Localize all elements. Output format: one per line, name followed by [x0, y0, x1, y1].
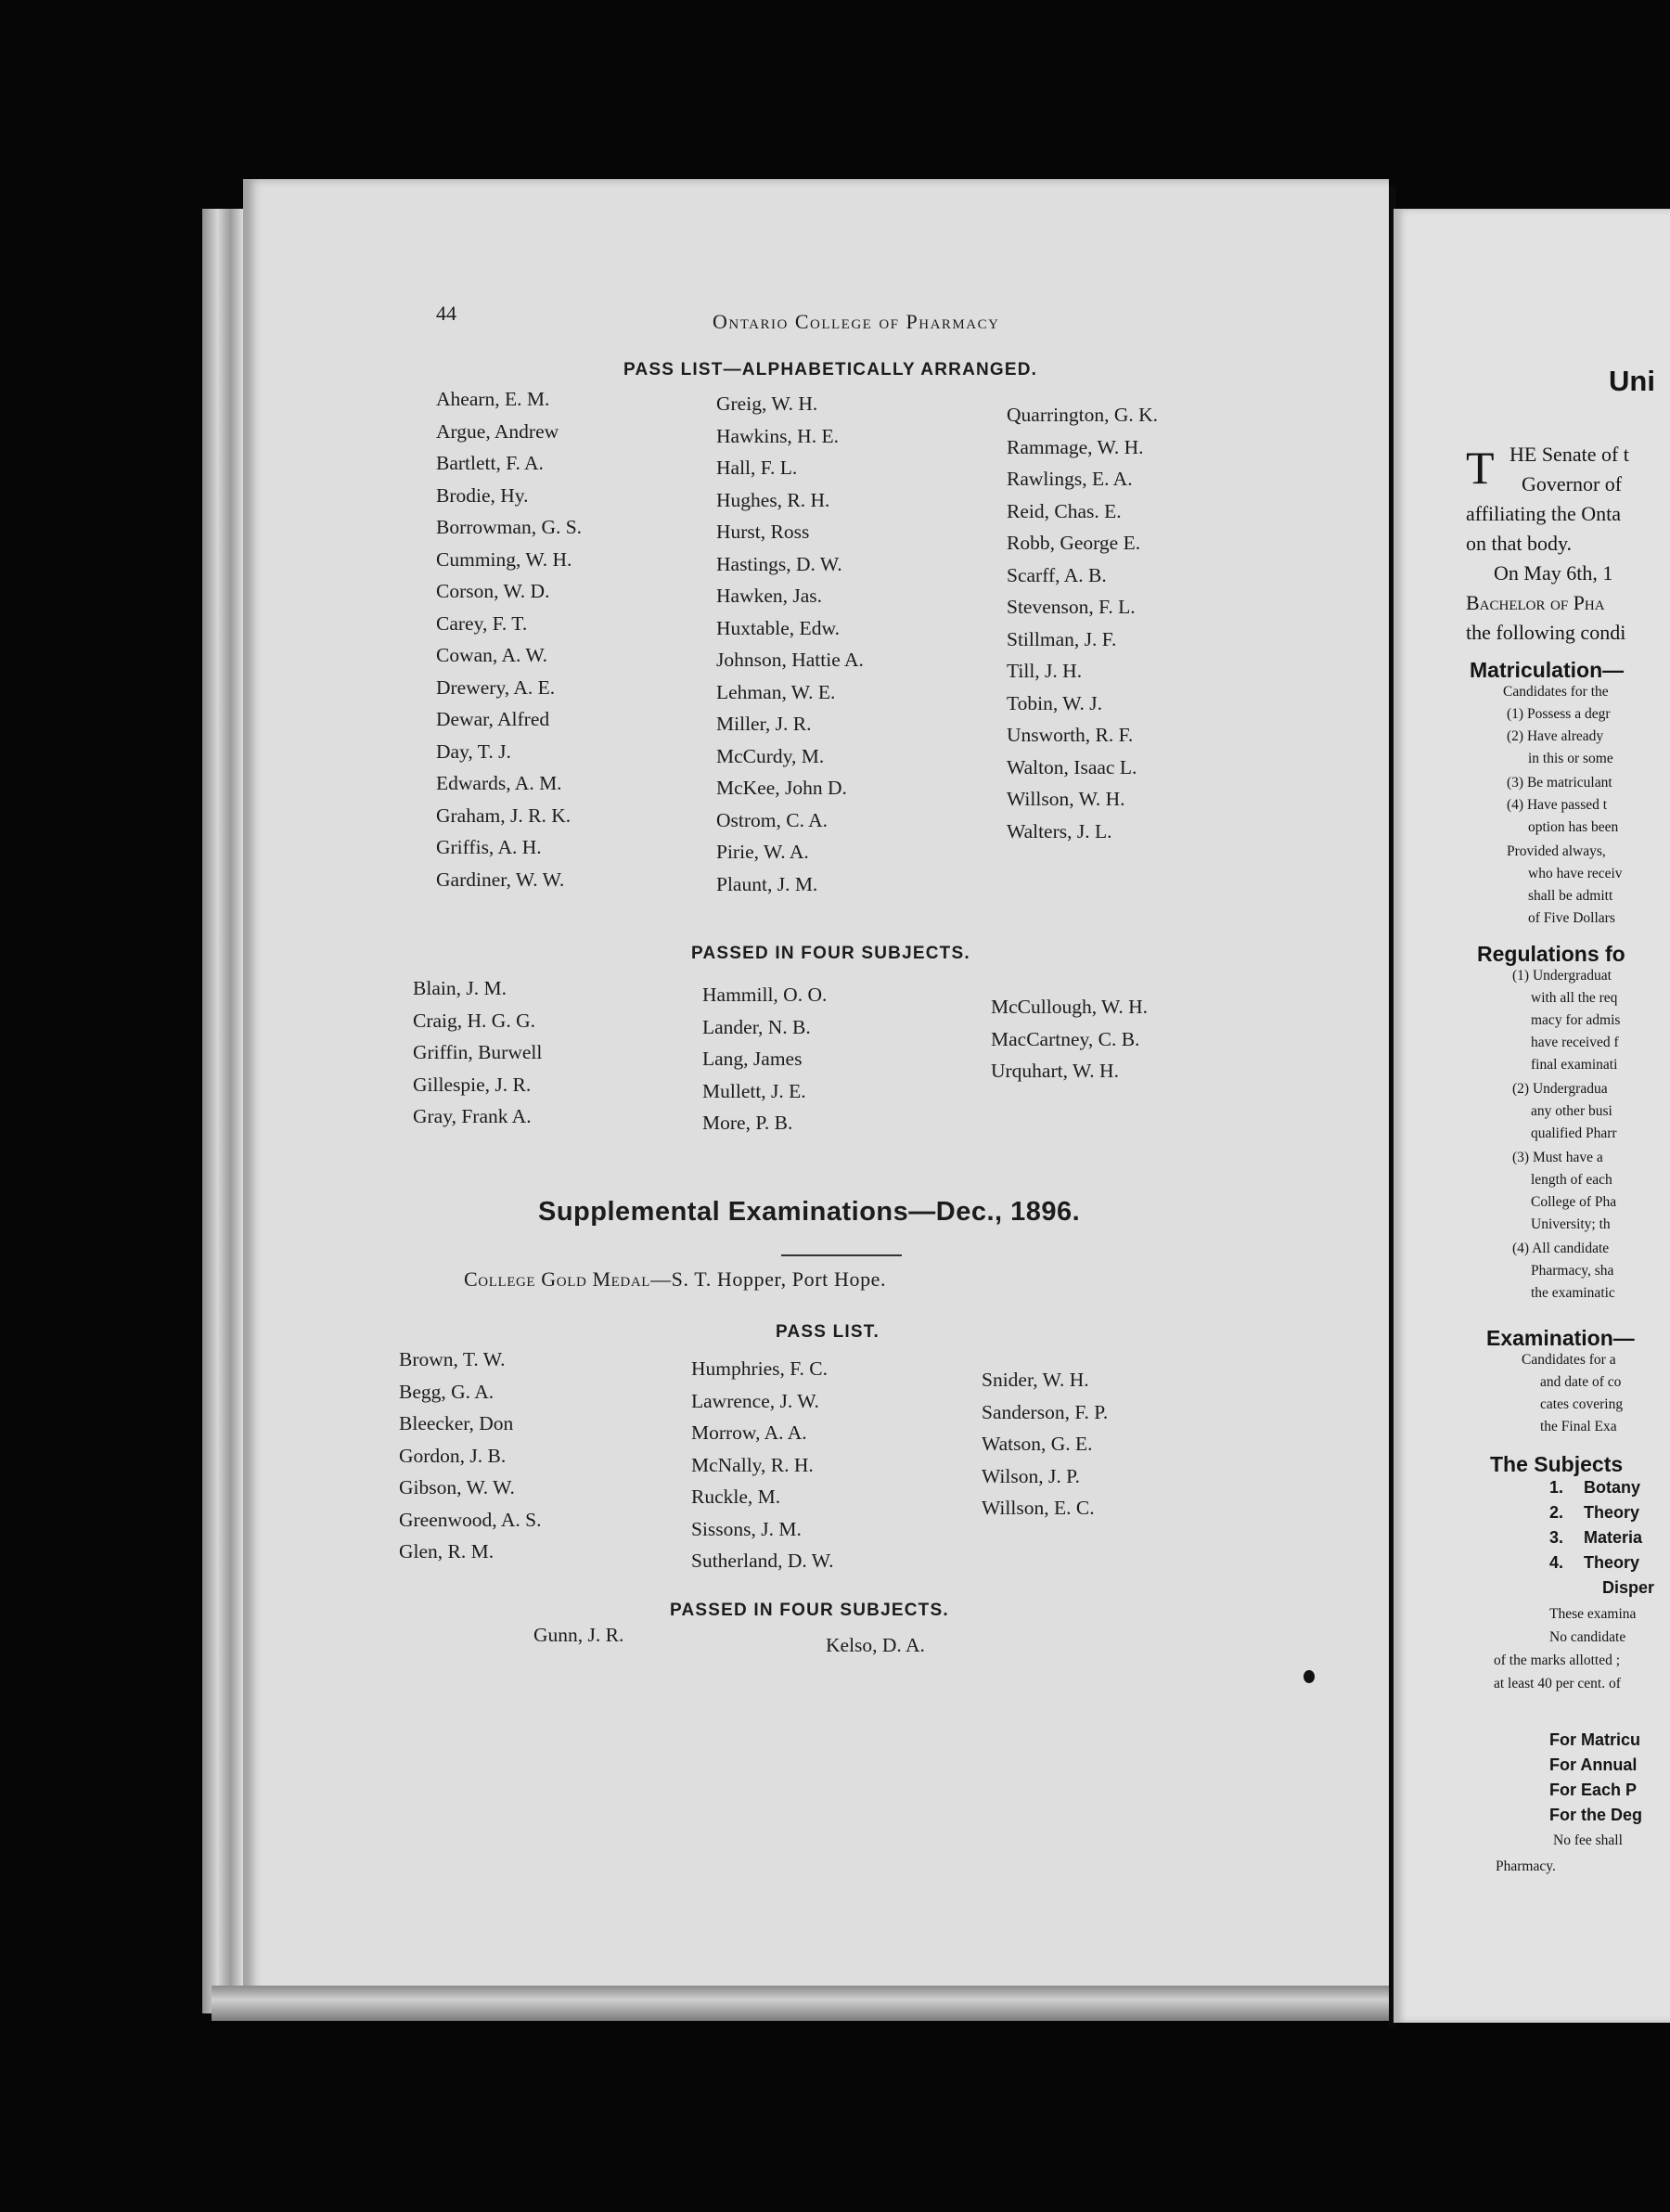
fee-line: For Each P	[1549, 1781, 1638, 1799]
intro-line: Bachelor of Pha	[1466, 591, 1605, 614]
pass-list-column-1	[436, 383, 582, 895]
list-item: McKee, John D.	[716, 777, 847, 799]
list-item: Craig, H. G. G.	[413, 1009, 535, 1032]
list-item: Begg, G. A.	[399, 1380, 495, 1403]
medal-winner: —S. T. Hopper, Port Hope.	[650, 1267, 887, 1291]
intro-line: affiliating the Onta	[1466, 502, 1621, 525]
list-item: Snider, W. H.	[982, 1369, 1089, 1391]
intro-line: the following condi	[1466, 621, 1626, 644]
subject-number: 2.	[1549, 1503, 1564, 1522]
list-item: Walton, Isaac L.	[1007, 755, 1137, 778]
list-item: McCullough, W. H.	[991, 996, 1149, 1018]
list-item: Willson, W. H.	[1007, 788, 1125, 810]
subject-number: 4.	[1549, 1553, 1564, 1572]
four-subjects-column-2	[702, 979, 827, 1139]
list-item: Reid, Chas. E.	[1007, 499, 1122, 522]
text-line: University; th	[1531, 1216, 1611, 1232]
text-line: at least 40 per cent. of	[1494, 1676, 1621, 1691]
list-item: Drewery, A. E.	[436, 675, 556, 699]
list-item: Ostrom, C. A.	[716, 808, 829, 831]
list-item: Hammill, O. O.	[702, 984, 828, 1006]
text-line: in this or some	[1528, 751, 1613, 766]
list-item: Stillman, J. F.	[1007, 627, 1117, 650]
list-item: Hawken, Jas.	[716, 585, 823, 607]
list-item: Johnson, Hattie A.	[716, 649, 864, 671]
list-item: Argue, Andrew	[436, 419, 559, 443]
list-item: Humphries, F. C.	[691, 1357, 828, 1380]
list-item: Graham, J. R. K.	[436, 804, 572, 827]
intro-line: HE Senate of t	[1509, 443, 1629, 466]
subjects-heading: The Subjects	[1490, 1452, 1624, 1476]
list-item: Brodie, Hy.	[436, 483, 529, 507]
list-item: Lander, N. B.	[702, 1015, 811, 1038]
text-line: (1) Undergraduat	[1512, 968, 1612, 984]
text-line: length of each	[1531, 1172, 1612, 1188]
list-item: Cumming, W. H.	[436, 547, 572, 571]
list-item: Greenwood, A. S.	[399, 1508, 542, 1531]
list-item: Hall, F. L.	[716, 457, 798, 479]
right-page-title: Uni	[1609, 365, 1655, 397]
text-line: (2) Have already	[1507, 728, 1604, 744]
text-line: the examinatic	[1531, 1285, 1615, 1301]
list-item: Miller, J. R.	[716, 713, 812, 735]
list-item: Carey, F. T.	[436, 611, 528, 635]
subject-continued: Disper	[1602, 1578, 1655, 1597]
four-subjects-column-3	[991, 991, 1148, 1087]
list-item: Greig, W. H.	[716, 392, 818, 415]
text-line: No fee shall	[1553, 1833, 1623, 1848]
intro-line: On May 6th, 1	[1494, 561, 1613, 585]
list-item: Mullett, J. E.	[702, 1079, 806, 1102]
subject-name: Materia	[1584, 1528, 1643, 1547]
supplemental-column-1	[399, 1344, 541, 1568]
list-item: Huxtable, Edw.	[716, 616, 840, 639]
list-item: Corson, W. D.	[436, 580, 550, 602]
list-item: Wilson, J. P.	[982, 1464, 1081, 1487]
supplemental-four-subjects-heading: PASSED IN FOUR SUBJECTS.	[670, 1601, 949, 1620]
list-item: Borrowman, G. S.	[436, 516, 583, 538]
text-line: (3) Must have a	[1512, 1150, 1603, 1165]
text-line: any other busi	[1531, 1103, 1612, 1119]
list-item: Sissons, J. M.	[691, 1517, 802, 1540]
fee-line: For the Deg	[1549, 1806, 1643, 1824]
text-line: Pharmacy, sha	[1531, 1263, 1614, 1279]
list-item: Tobin, W. J.	[1007, 691, 1103, 714]
supplemental-column-3	[982, 1364, 1108, 1524]
text-line: with all the req	[1531, 990, 1618, 1006]
list-item: Griffis, A. H.	[436, 836, 542, 858]
text-line: shall be admitt	[1528, 888, 1613, 904]
list-item: Edwards, A. M.	[436, 772, 562, 794]
fee-line: For Matricu	[1549, 1730, 1641, 1749]
text-line: final examinati	[1531, 1057, 1618, 1073]
subject-name: Botany	[1584, 1478, 1641, 1497]
text-line: (1) Possess a degr	[1507, 706, 1611, 722]
fee-line: For Annual	[1549, 1755, 1638, 1774]
list-item: Lang, James	[702, 1048, 803, 1070]
list-item: Pirie, W. A.	[716, 841, 809, 863]
supplemental-pass-list-heading: PASS LIST.	[776, 1322, 880, 1342]
list-item: Cowan, A. W.	[436, 644, 548, 666]
text-line: (4) All candidate	[1512, 1241, 1610, 1256]
text-line: No candidate	[1549, 1629, 1626, 1645]
list-item: McCurdy, M.	[716, 744, 825, 767]
list-item: Gardiner, W. W.	[436, 868, 565, 891]
matriculation-heading: Matriculation—	[1470, 658, 1625, 682]
examination-heading: Examination—	[1486, 1326, 1635, 1350]
right-page	[1394, 209, 1670, 2023]
pass-list-column-2	[716, 388, 864, 900]
list-item: MacCartney, C. B.	[991, 1027, 1140, 1050]
medal-label: College Gold Medal	[464, 1267, 651, 1291]
list-item: Till, J. H.	[1007, 660, 1083, 682]
list-item: Walters, J. L.	[1007, 819, 1112, 842]
list-item: Gray, Frank A.	[413, 1105, 532, 1127]
text-line: These examina	[1549, 1606, 1637, 1622]
text-line: and date of co	[1540, 1374, 1622, 1390]
list-item: Lawrence, J. W.	[691, 1389, 819, 1412]
text-line: (3) Be matriculant	[1507, 775, 1612, 791]
list-item: Morrow, A. A.	[691, 1421, 807, 1444]
list-item: More, P. B.	[702, 1112, 793, 1134]
list-item: Gordon, J. B.	[399, 1444, 507, 1467]
four-subjects-column-1	[413, 972, 542, 1133]
ink-spot	[1304, 1670, 1315, 1683]
list-item: Gunn, J. R.	[533, 1624, 624, 1646]
list-item: Hawkins, H. E.	[716, 424, 839, 447]
page-bottom-edges	[212, 1986, 1390, 2021]
list-item: Scarff, A. B.	[1007, 563, 1107, 586]
list-item: Quarrington, G. K.	[1007, 404, 1159, 426]
list-item: Sutherland, D. W.	[691, 1550, 834, 1572]
list-item: Plaunt, J. M.	[716, 872, 818, 895]
text-line: College of Pha	[1531, 1194, 1617, 1210]
text-line: cates covering	[1540, 1396, 1624, 1412]
list-item: Urquhart, W. H.	[991, 1060, 1119, 1082]
list-item: Hurst, Ross	[716, 521, 810, 543]
list-item: Watson, G. E.	[982, 1433, 1093, 1455]
regulations-heading: Regulations fo	[1477, 942, 1625, 966]
list-item: Blain, J. M.	[413, 977, 507, 999]
list-item: Gillespie, J. R.	[413, 1073, 532, 1096]
text-line: Provided always,	[1507, 843, 1606, 859]
list-item: McNally, R. H.	[691, 1453, 814, 1476]
list-item: Rammage, W. H.	[1007, 435, 1144, 458]
running-head: Ontario College of Pharmacy	[713, 310, 1000, 333]
text-line: (4) Have passed t	[1507, 797, 1608, 813]
list-item: Unsworth, R. F.	[1007, 724, 1134, 746]
text-line: who have receiv	[1528, 866, 1623, 881]
text-line: Candidates for the	[1503, 684, 1609, 700]
text-line: have received f	[1531, 1035, 1619, 1050]
list-item: Glen, R. M.	[399, 1540, 495, 1563]
gold-medal-line	[464, 1267, 886, 1292]
subject-name: Theory	[1584, 1503, 1640, 1522]
list-item: Hastings, D. W.	[716, 552, 842, 575]
list-item: Lehman, W. E.	[716, 680, 836, 703]
text-line: the Final Exa	[1540, 1419, 1617, 1434]
page-number: 44	[436, 302, 456, 325]
list-item: Rawlings, E. A.	[1007, 468, 1133, 490]
list-item: Bartlett, F. A.	[436, 452, 544, 474]
list-item: Brown, T. W.	[399, 1348, 506, 1370]
text-line: qualified Pharr	[1531, 1125, 1617, 1141]
supplemental-column-2	[691, 1353, 833, 1577]
list-item: Hughes, R. H.	[716, 488, 830, 511]
list-item: Willson, E. C.	[982, 1497, 1095, 1519]
list-item: Dewar, Alfred	[436, 708, 550, 730]
list-item: Day, T. J.	[436, 739, 511, 763]
list-item: Griffin, Burwell	[413, 1041, 543, 1063]
text-line: of the marks allotted ;	[1494, 1653, 1621, 1668]
list-item: Kelso, D. A.	[826, 1634, 925, 1656]
four-subjects-heading: PASSED IN FOUR SUBJECTS.	[691, 944, 970, 963]
drop-cap: T	[1466, 442, 1495, 494]
text-line: Candidates for a	[1522, 1352, 1616, 1368]
list-item: Ruckle, M.	[691, 1485, 781, 1508]
supplemental-heading: Supplemental Examinations—Dec., 1896.	[538, 1197, 1081, 1227]
list-item: Bleecker, Don	[399, 1412, 514, 1434]
intro-line: on that body.	[1466, 532, 1573, 555]
list-item: Stevenson, F. L.	[1007, 596, 1136, 618]
intro-line: Governor of	[1522, 472, 1623, 495]
list-item: Robb, George E.	[1007, 532, 1141, 554]
subject-number: 3.	[1549, 1528, 1564, 1547]
text-line: of Five Dollars	[1528, 910, 1615, 926]
list-item: Sanderson, F. P.	[982, 1400, 1109, 1423]
pass-list-column-3	[1007, 399, 1158, 847]
text-line: option has been	[1528, 819, 1619, 835]
pass-list-heading: PASS LIST—ALPHABETICALLY ARRANGED.	[623, 360, 1038, 379]
subject-name: Theory	[1584, 1553, 1640, 1572]
text-line: Pharmacy.	[1496, 1858, 1556, 1874]
divider-rule	[781, 1254, 902, 1256]
subject-number: 1.	[1549, 1478, 1564, 1497]
text-line: macy for admis	[1531, 1012, 1621, 1028]
list-item: Gibson, W. W.	[399, 1476, 515, 1498]
text-line: (2) Undergradua	[1512, 1081, 1608, 1097]
list-item: Ahearn, E. M.	[436, 388, 550, 410]
